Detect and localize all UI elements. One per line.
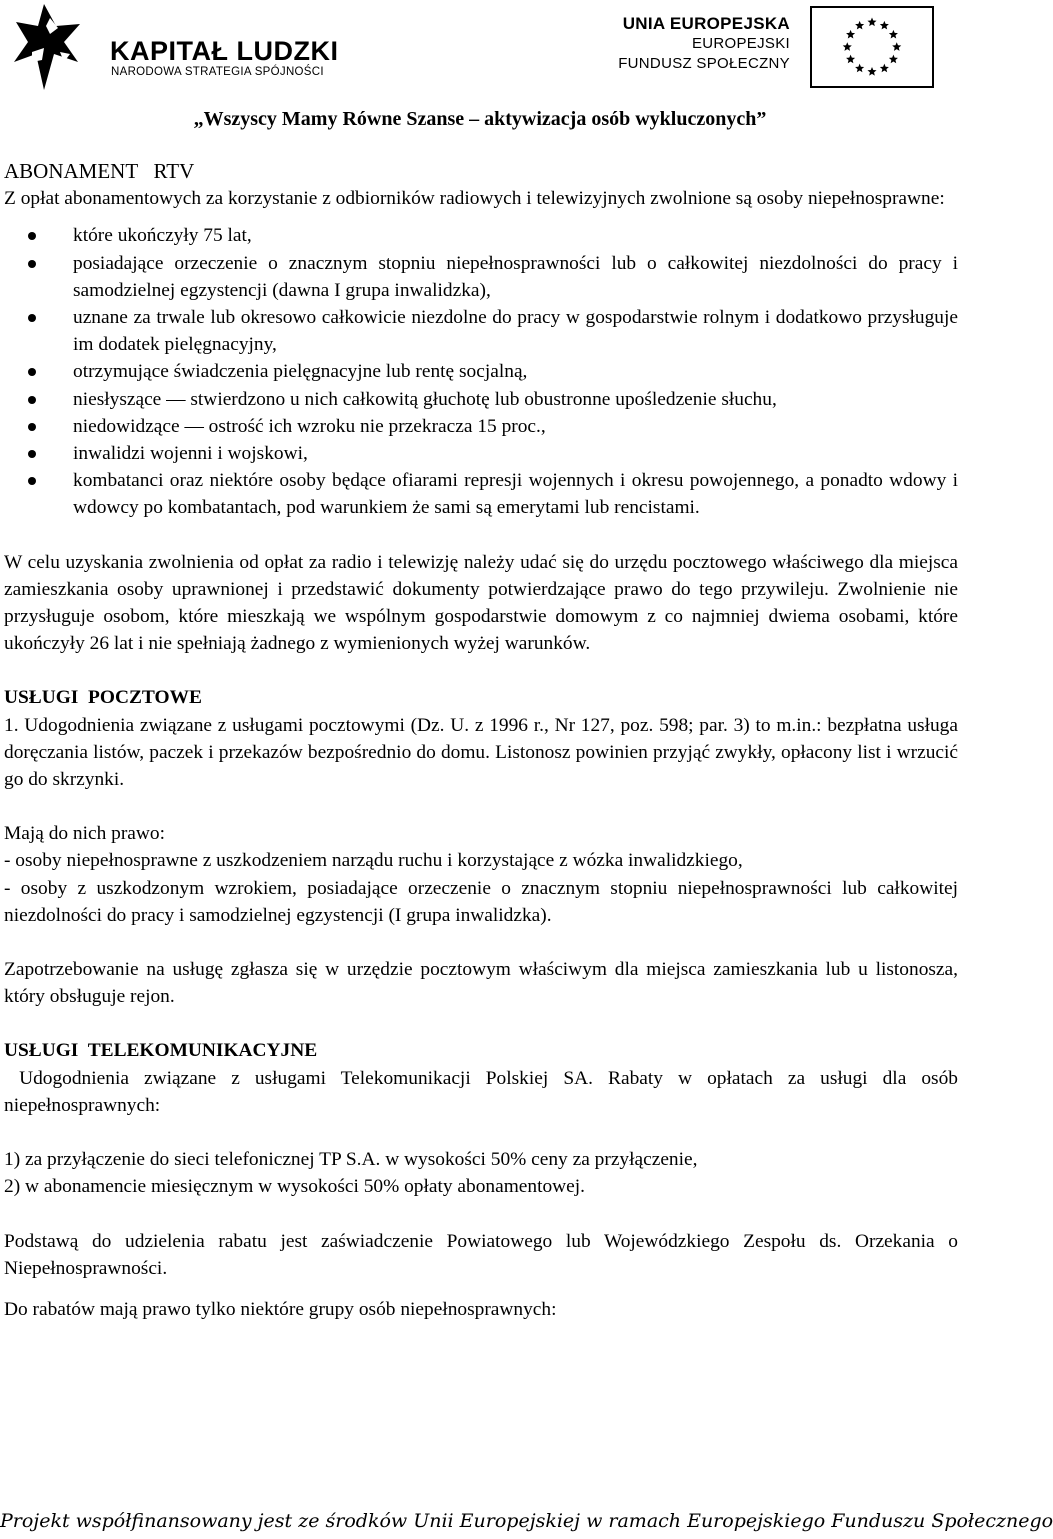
eu-star-icon — [880, 21, 889, 30]
spacer — [4, 522, 958, 549]
eu-star-icon — [867, 67, 876, 76]
kapital-ludzki-title: KAPITAŁ LUDZKI — [110, 36, 339, 66]
spacer — [4, 1201, 958, 1228]
rtv-procedure: W celu uzyskania zwolnienia od opłat za radio i telewizję należy udać się do urzędu pocztowego właściwego dla miejsca zamieszkania osoby uprawnionej i przedstawić dokumenty potwierdzające prawo do tego przywileju. Zwolnienie nie przysługuje osobom, które mieszkają we wspólnym gospodarstwie domowym z co najmniej dwiema osobami, które ukończyły 26 lat i nie spełniają żadnego z wymienionych wyżej warunków. — [4, 551, 958, 655]
eu-star-icon — [889, 55, 898, 64]
kapital-ludzki-star-icon — [14, 4, 94, 90]
list-item: kombatanci oraz niektóre osoby będące ofiarami represji wojennych i okresu powojennego, a ponadto wdowy i wdowcy po kombatantach, pod warunkiem że sami są emerytami lub rencistami. — [4, 467, 958, 521]
eu-star-icon — [889, 30, 898, 39]
eu-logo — [620, 6, 950, 90]
telecom-item-2: 2) w abonamencie miesięcznym w wysokości 50% opłaty abonamentowej. — [4, 1176, 586, 1198]
footer-note: Projekt współfinansowany jest ze środków Unii Europejskiej w ramach Europejskiego Funduszu Społecznego — [0, 1510, 1053, 1532]
eu-flag-icon — [810, 6, 934, 88]
telecom-intro: Udogodnienia związane z usługami Telekomunikacji Polskiej SA. Rabaty w opłatach za usługi dla osób niepełnosprawnych: — [4, 1067, 963, 1116]
telecom-heading: USŁUGI TELEKOMUNIKACYJNE — [4, 1040, 318, 1062]
spacer — [4, 1119, 958, 1146]
eu-logo-line3: FUNDUSZ SPOŁECZNY — [618, 55, 790, 72]
eu-star-icon — [855, 64, 864, 73]
spacer — [4, 929, 958, 956]
telecom-item-1: 1) za przyłączenie do sieci telefonicznej TP S.A. w wysokości 50% ceny za przyłączenie, — [4, 1149, 698, 1171]
document-body — [4, 158, 963, 1323]
rtv-intro: Z opłat abonamentowych za korzystanie z odbiorników radiowych i telewizyjnych zwolnione są osoby niepełnosprawne: — [4, 188, 945, 210]
spacer — [4, 1282, 958, 1296]
kapital-ludzki-logo — [14, 4, 339, 90]
spacer — [4, 657, 958, 684]
list-item: inwalidzi wojenni i wojskowi, — [4, 440, 958, 467]
postal-request: Zapotrzebowanie na usługę zgłasza się w urzędzie pocztowym właściwym dla miejsca zamieszkania lub u listonosza, który obsługuje rejon. — [4, 959, 958, 1008]
spacer — [4, 793, 958, 820]
rtv-exemption-list — [4, 222, 958, 521]
eu-star-icon — [843, 42, 852, 51]
eu-logo-line1: UNIA EUROPEJSKA — [622, 14, 790, 33]
eu-logo-text — [618, 14, 790, 74]
eu-star-icon — [855, 21, 864, 30]
eu-star-icon — [867, 18, 876, 27]
postal-heading: USŁUGI POCZTOWE — [4, 687, 202, 709]
telecom-basis: Podstawą do udzielenia rabatu jest zaświadczenie Powiatowego lub Wojewódzkiego Zespołu ds. Orzekania o Niepełnosprawności. — [4, 1230, 958, 1279]
postal-eligible-2: - osoby z uszkodzonym wzrokiem, posiadające orzeczenie o znacznym stopniu niepełnosprawności lub całkowitej niezdolności do pracy i samodzielnej egzystencji (I grupa inwalidzka). — [4, 877, 958, 926]
eu-star-icon — [892, 42, 901, 51]
spacer — [4, 1010, 958, 1037]
eu-star-icon — [846, 30, 855, 39]
postal-eligible-title: Mają do nich prawo: — [4, 823, 166, 845]
list-item: niedowidzące — ostrość ich wzroku nie przekracza 15 proc., — [4, 413, 958, 440]
list-item: które ukończyły 75 lat, — [4, 222, 958, 249]
eu-logo-line2: EUROPEJSKI — [691, 35, 790, 52]
kapital-ludzki-subtitle: NARODOWA STRATEGIA SPÓJNOŚCI — [111, 66, 324, 78]
rtv-heading: ABONAMENT RTV — [4, 159, 195, 183]
list-item: posiadające orzeczenie o znacznym stopniu niepełnosprawności lub o całkowitej niezdolności do pracy i samodzielnej egzystencji (dawna I grupa inwalidzka), — [4, 250, 958, 304]
postal-eligible-1: - osoby niepełnosprawne z uszkodzeniem narządu ruchu i korzystające z wózka inwalidzkiego, — [4, 850, 743, 872]
list-item: niesłyszące — stwierdzono u nich całkowitą głuchotę lub obustronne upośledzenie słuchu, — [4, 386, 958, 413]
telecom-groups: Do rabatów mają prawo tylko niektóre grupy osób niepełnosprawnych: — [4, 1298, 557, 1320]
list-item: otrzymujące świadczenia pielęgnacyjne lub rentę socjalną, — [4, 358, 958, 385]
postal-para1: 1. Udogodnienia związane z usługami pocztowymi (Dz. U. z 1996 r., Nr 127, poz. 598; par. 3) to m.in.: bezpłatna usługa doręczania listów, paczek i przekazów bezpośrednio do domu. Listonosz powinien przyjąć zwykły, opłacony list i wrzucić go do skrzynki. — [4, 714, 958, 791]
list-item: uznane za trwale lub okresowo całkowicie niezdolne do pracy w gospodarstwie rolnym i dodatkowo przysługuje im dodatek pielęgnacyjny, — [4, 304, 958, 358]
eu-star-icon — [880, 64, 889, 73]
project-title: „Wszyscy Mamy Równe Szanse – aktywizacja osób wykluczonych” — [193, 108, 767, 130]
eu-star-icon — [846, 55, 855, 64]
